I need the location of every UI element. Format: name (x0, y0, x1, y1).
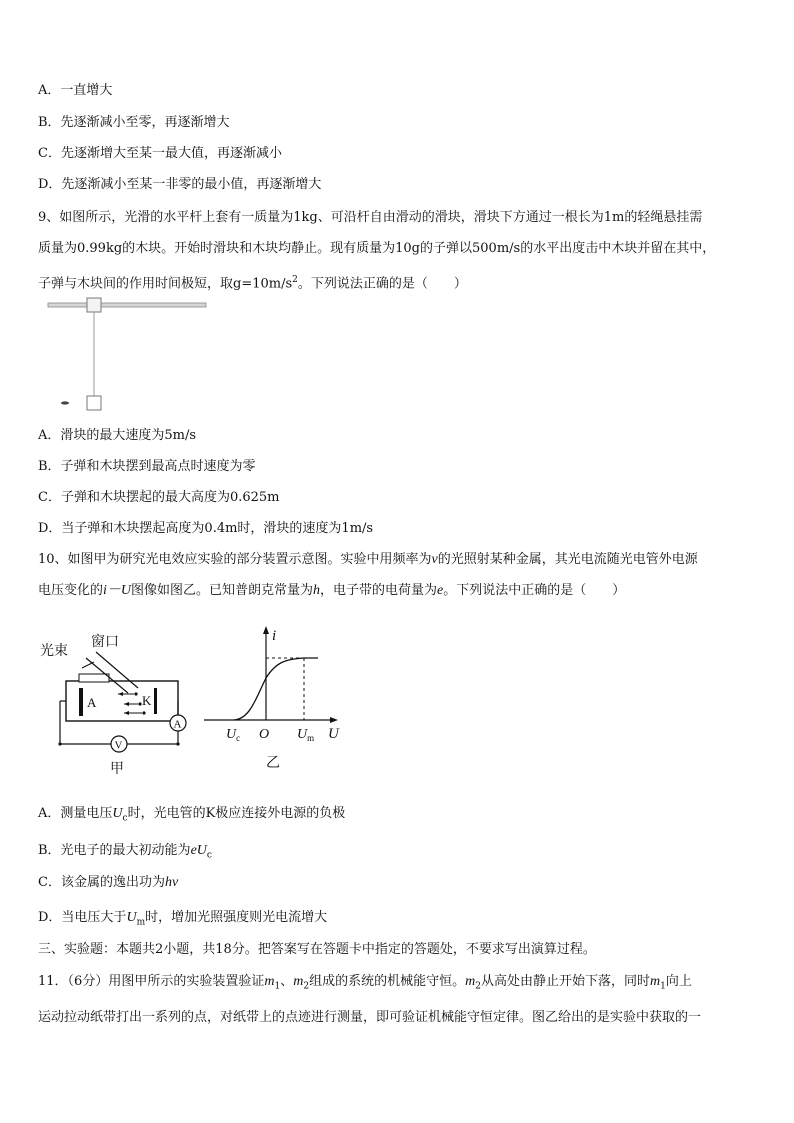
label-anode: A (87, 695, 97, 710)
q10-option-c: C．该金属的逸出功为hν (38, 875, 179, 890)
q9-stem-line1: 9、如图所示，光滑的水平杆上套有一质量为1kg、可沿杆自由滑动的滑块，滑块下方通过一根长为1m的轻绳悬挂需 (38, 210, 703, 225)
q8-option-b: B．先逐渐减小至零，再逐渐增大 (38, 115, 230, 130)
q10-figure-jia (38, 628, 198, 778)
q9-stem-line3: 子弹与木块间的作用时间极短，取$g=10m/s^2$。下列说法正确的是（ ） (38, 275, 467, 292)
q8-option-c: C．先逐渐增大至某一最大值，再逐渐减小 (38, 146, 282, 161)
q11-stem-line1: 11．（6分）用图甲所示的实验装置验证$m_1$、$m_2$组成的系统的机械能守恒。$m_2$从高处由静止开始下落，同时$m_1$向上 (38, 974, 692, 992)
horizontal-rod (48, 303, 206, 307)
q9-stem-line2: 质量为0.99kg的木块。开始时滑块和木块均静止。现有质量为10g的子弹以500m/s的水平出度击中木块并留在其中， (38, 241, 716, 256)
q9-option-c: C．子弹和木块摆起的最大高度为0.625m (38, 490, 280, 505)
x-axis-label: U (328, 726, 339, 742)
anode-plate (79, 688, 83, 716)
svg-text:Uc: $U_c$ (226, 727, 241, 743)
caption-jia: 甲 (110, 762, 124, 777)
label-cathode: K (142, 693, 152, 708)
caption-yi: 乙 (266, 756, 280, 771)
q11-stem-line2: 运动拉动纸带打出一系列的点，对纸带上的点迹进行测量，即可验证机械能守恒定律。图乙给出的是实验中获取的一 (38, 1010, 702, 1025)
q9-option-d: D．当子弹和木块摆起高度为0.4m时，滑块的速度为1m/s (38, 521, 374, 536)
svg-text:Um: $U_m$ (297, 727, 315, 743)
cathode-plate (154, 688, 157, 714)
q10-option-d: D．当电压大于$U_m$时，增加光照强度则光电流增大 (38, 910, 328, 928)
q9-figure (44, 294, 214, 414)
q10-figure-yi (200, 618, 360, 773)
label-origin: O (259, 727, 270, 742)
q8-option-a: A．一直增大 (38, 83, 113, 98)
label-light-beam: 光束 (40, 644, 68, 659)
q9-option-a: A．滑块的最大速度为5m/s (38, 428, 197, 443)
i-u-curve (234, 658, 318, 720)
label-window: 窗口 (91, 635, 119, 650)
q8-option-d: D．先逐渐减小至某一非零的最小值，再逐渐增大 (38, 177, 322, 192)
q10-stem-line2: 电压变化的i－U图像如图乙。已知普朗克常量为h，电子带的电荷量为e。下列说法中正确的是（ ） (38, 583, 626, 598)
q10-option-b: B．光电子的最大初动能为$eU_c$ (38, 843, 212, 861)
y-axis-label: i (272, 628, 277, 644)
window-slot (79, 674, 109, 682)
label-voltmeter: V (114, 739, 123, 752)
q10-option-a: A．测量电压$U_c$时，光电管的K极应连接外电源的负极 (38, 806, 346, 824)
label-ammeter: A (173, 718, 182, 731)
label-uc: U (226, 727, 237, 742)
label-um: U (297, 727, 308, 742)
bullet (61, 401, 69, 404)
q9-option-b: B．子弹和木块摆到最高点时速度为零 (38, 459, 256, 474)
wooden-block (87, 396, 101, 410)
slider-block (87, 298, 101, 312)
q10-stem-line1: 10、如图甲为研究光电效应实验的部分装置示意图。实验中用频率为ν的光照射某种金属，其光电流随光电管外电源 (38, 552, 698, 567)
section-3-heading: 三、实验题：本题共2小题，共18分。把答案写在答题卡中指定的答题处，不要求写出演算过程。 (38, 942, 596, 957)
